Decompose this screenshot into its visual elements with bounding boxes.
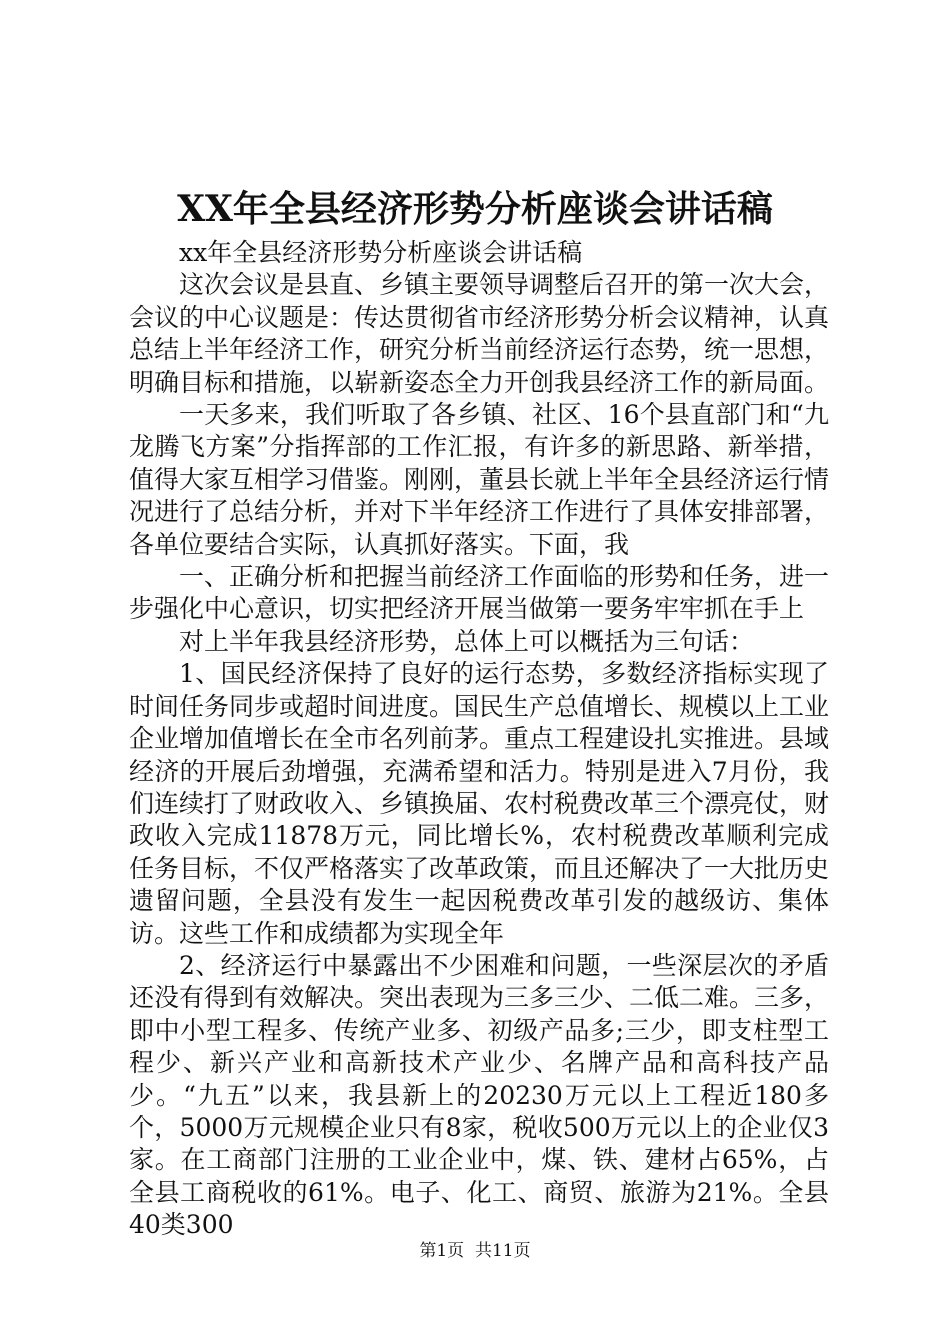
page-footer: 第1页 共11页	[419, 1241, 531, 1261]
body-paragraph: 这次会议是县直、乡镇主要领导调整后召开的第一次大会，会议的中心议题是：传达贯彻省市经济形势分析会议精神，认真总结上半年经济工作，研究分析当前经济运行态势，统一思想，明确目标和措施，以崭新姿态全力开创我县经济工作的新局面。	[129, 270, 830, 397]
document-body	[129, 237, 829, 1242]
section-heading: 一、正确分析和把握当前经济工作面临的形势和任务，进一步强化中心意识，切实把经济开展当做第一要务牢牢抓在手上	[129, 562, 830, 624]
body-paragraph: 一天多来，我们听取了各乡镇、社区、16个县直部门和“九龙腾飞方案”分指挥部的工作汇报，有许多的新思路、新举措，值得大家互相学习借鉴。刚刚，董县长就上半年全县经济运行情况进行了总结分析，并对下半年经济工作进行了具体安排部署，各单位要结合实际，认真抓好落实。下面，我	[129, 400, 830, 559]
document-title: XX年全县经济形势分析座谈会讲话稿	[177, 188, 773, 230]
body-paragraph: 1、国民经济保持了良好的运行态势，多数经济指标实现了时间任务同步或超时间进度。国民生产总值增长、规模以上工业企业增加值增长在全市名列前茅。重点工程建设扎实推进。县域经济的开展后劲增强，充满希望和活力。特别是进入7月份，我们连续打了财政收入、乡镇换届、农村税费改革三个漂亮仗，财政收入完成11878万元，同比增长%，农村税费改革顺利完成任务目标，不仅严格落实了改革政策，而且还解决了一大批历史遗留问题，全县没有发生一起因税费改革引发的越级访、集体访。这些工作和成绩都为实现全年	[129, 659, 830, 948]
body-paragraph: 2、经济运行中暴露出不少困难和问题，一些深层次的矛盾还没有得到有效解决。突出表现为三多三少、二低二难。三多，即中小型工程多、传统产业多、初级产品多;三少，即支柱型工程少、新兴产业和高新技术产业少、名牌产品和高科技产品少。“九五”以来，我县新上的20230万元以上工程近180多个，5000万元规模企业只有8家，税收500万元以上的企业仅3家。在工商部门注册的工业企业中，煤、铁、建材占65%，占全县工商税收的61%。电子、化工、商贸、旅游为21%。全县40类300	[129, 950, 830, 1240]
body-paragraph: 对上半年我县经济形势，总体上可以概括为三句话：	[179, 626, 755, 656]
body-paragraph: xx年全县经济形势分析座谈会讲话稿	[179, 238, 583, 267]
